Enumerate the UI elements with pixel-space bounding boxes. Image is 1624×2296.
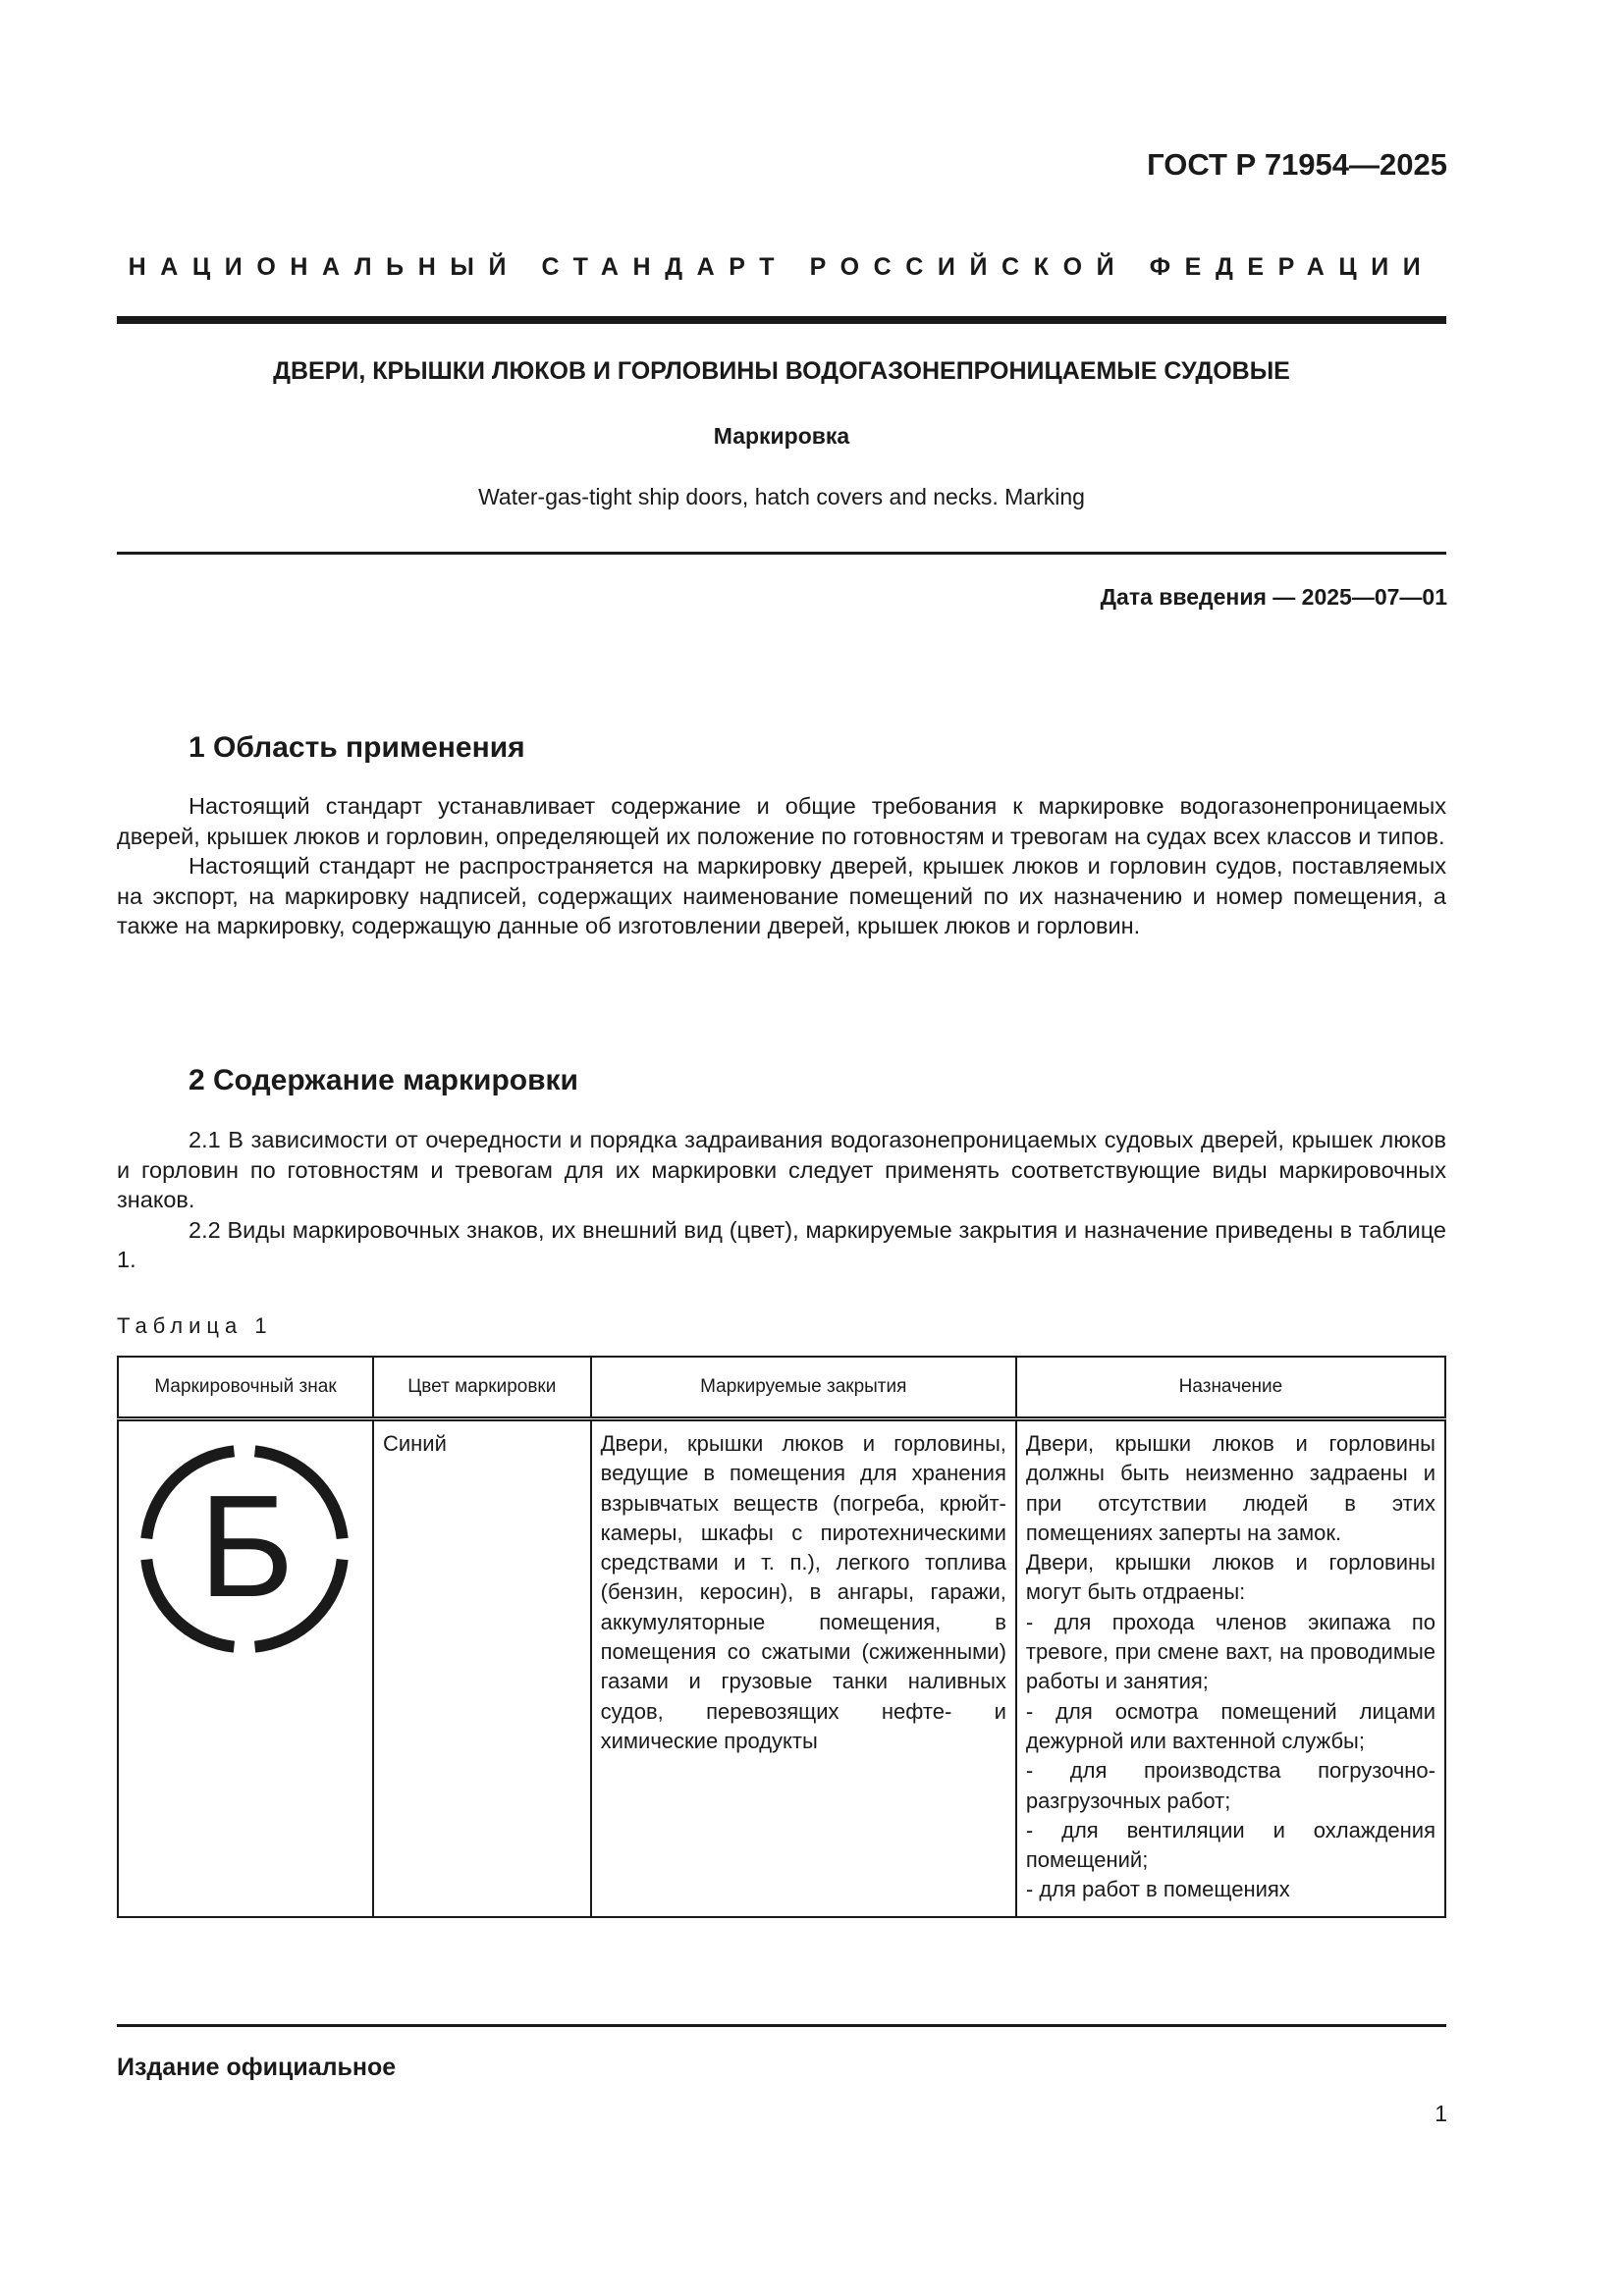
section-1-paragraph-2: Настоящий стандарт не распространяется на маркировку дверей, крышек люков и горловин судов, поставляемых на экспорт, на маркировку надписей, содержащих наименование помещений по их назначению и номер помещения, а также на маркировку, содержащую данные об изготовлении дверей, крышек люков и горловин. — [117, 853, 1446, 938]
purpose-line: - для вентиляции и охлаждения помещений; — [1025, 1817, 1435, 1873]
marking-table — [117, 1356, 1446, 1918]
marking-sign-cell — [118, 1419, 373, 1918]
section-2-heading: 2 Содержание маркировки — [189, 1064, 578, 1096]
table-row — [118, 1419, 1445, 1918]
purpose-line: - для работ в помещениях — [1025, 1877, 1290, 1902]
table-caption: Таблица 1 — [117, 1313, 273, 1338]
footer-divider — [117, 2024, 1446, 2027]
header-marked-closures: Маркируемые закрытия — [591, 1357, 1016, 1419]
section-1-body — [117, 791, 1446, 941]
header-marking-sign: Маркировочный знак — [118, 1357, 373, 1419]
header-purpose: Назначение — [1016, 1357, 1445, 1419]
document-code: ГОСТ Р 71954—2025 — [1147, 147, 1447, 182]
purpose-line: - для прохода членов экипажа по тревоге, при смене вахт, на проводимые работы и занятия; — [1025, 1609, 1435, 1694]
header-divider — [117, 316, 1446, 324]
sign-letter: Б — [198, 1466, 295, 1628]
marked-closures-cell: Двери, крышки люков и горловины, ведущие в помещения для хранения взрывчатых веществ (погреба, крюйт-камеры, шкафы с пиротехническими средствами и т. п.), легкого топлива (бензин, керосин), в ангары, гаражи, аккумуляторные помещения, в помещения со сжатыми (сжиженными) газами и грузовые танки наливных судов, перевозящих нефте- и химические продукты — [591, 1419, 1016, 1918]
document-title: ДВЕРИ, КРЫШКИ ЛЮКОВ И ГОРЛОВИНЫ ВОДОГАЗОНЕПРОНИЦАЕМЫЕ СУДОВЫЕ — [273, 357, 1290, 385]
purpose-line: Двери, крышки люков и горловины должны быть неизменно задраены и при отсутствии людей в этих помещениях заперты на замок. — [1025, 1431, 1435, 1545]
document-title-english: Water-gas-tight ship doors, hatch covers and necks. Marking — [478, 484, 1085, 509]
document-subtitle: Маркировка — [713, 423, 850, 449]
table-header-row — [118, 1357, 1445, 1419]
purpose-line: - для осмотра помещений лицами дежурной или вахтенной службы; — [1025, 1698, 1435, 1753]
section-1-paragraph-1: Настоящий стандарт устанавливает содержание и общие требования к маркировке водогазонепроницаемых дверей, крышек люков и горловин, определяющей их положение по готовностям и тревогам на судах всех классов и типов. — [117, 793, 1446, 849]
introduction-date: Дата введения — 2025—07—01 — [1100, 584, 1447, 610]
section-2-body — [117, 1125, 1446, 1275]
marking-sign-b-icon — [129, 1433, 360, 1665]
section-1-heading: 1 Область применения — [189, 731, 525, 764]
marking-color-cell: Синий — [373, 1419, 591, 1918]
purpose-cell — [1016, 1419, 1445, 1918]
header-marking-color: Цвет маркировки — [373, 1357, 591, 1419]
purpose-line: Двери, крышки люков и горловины могут быть отдраены: — [1025, 1550, 1435, 1605]
page-number: 1 — [1435, 2101, 1447, 2126]
purpose-line: - для производства погрузочно-разгрузочных работ; — [1025, 1758, 1435, 1813]
section-2-paragraph-2: 2.2 Виды маркировочных знаков, их внешний вид (цвет), маркируемые закрытия и назначение приведены в таблице 1. — [117, 1216, 1446, 1272]
standard-banner: НАЦИОНАЛЬНЫЙ СТАНДАРТ РОССИЙСКОЙ ФЕДЕРАЦИИ — [128, 253, 1435, 281]
title-divider — [117, 552, 1446, 555]
section-2-paragraph-1: 2.1 В зависимости от очередности и порядка задраивания водогазонепроницаемых судовых дверей, крышек люков и горловин по готовностям и тревогам для их маркировки следует применять соответствующие виды маркировочных знаков. — [117, 1127, 1446, 1212]
official-edition-label: Издание официальное — [117, 2054, 397, 2081]
